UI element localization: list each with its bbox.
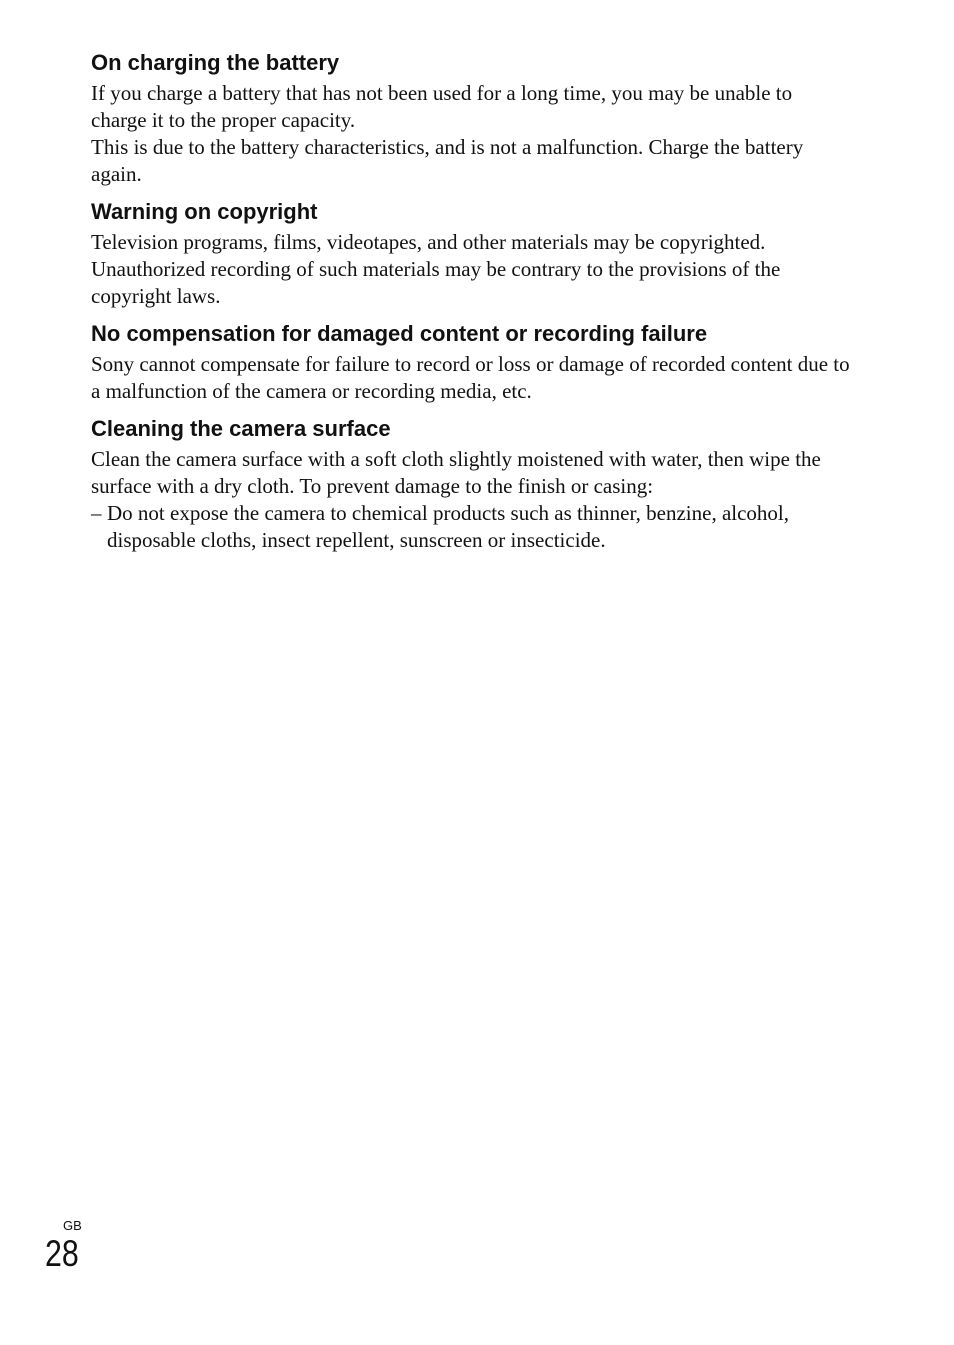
page-content [91, 48, 851, 554]
dash-bullet: – [91, 501, 102, 525]
section-heading: Cleaning the camera surface [91, 416, 391, 441]
section-copyright-warning [91, 197, 851, 310]
section-heading: Warning on copyright [91, 199, 318, 224]
page-number: 28 [45, 1233, 79, 1274]
section-paragraph: If you charge a battery that has not been used for a long time, you may be unable to charge it to the proper capacity. [91, 81, 793, 132]
section-cleaning-surface [91, 414, 851, 554]
section-paragraph: This is due to the battery characteristics, and is not a malfunction. Charge the battery again. [91, 135, 804, 186]
language-code-label: GB [63, 1218, 82, 1233]
section-charging-battery [91, 48, 851, 188]
section-no-compensation [91, 319, 851, 405]
list-item [91, 500, 851, 554]
section-paragraph: Sony cannot compensate for failure to record or loss or damage of recorded content due to a malfunction of the camera or recording media, etc. [91, 352, 850, 403]
section-heading: No compensation for damaged content or recording failure [91, 321, 708, 346]
list-item-text: Do not expose the camera to chemical products such as thinner, benzine, alcohol, disposable cloths, insect repellent, sunscreen or insecticide. [107, 501, 790, 552]
section-heading: On charging the battery [91, 50, 340, 75]
section-paragraph: Television programs, films, videotapes, and other materials may be copyrighted. Unauthorized recording of such materials may be contrary to the provisions of the copyright laws. [91, 230, 781, 308]
section-paragraph: Clean the camera surface with a soft cloth slightly moistened with water, then wipe the surface with a dry cloth. To prevent damage to the finish or casing: [91, 447, 821, 498]
